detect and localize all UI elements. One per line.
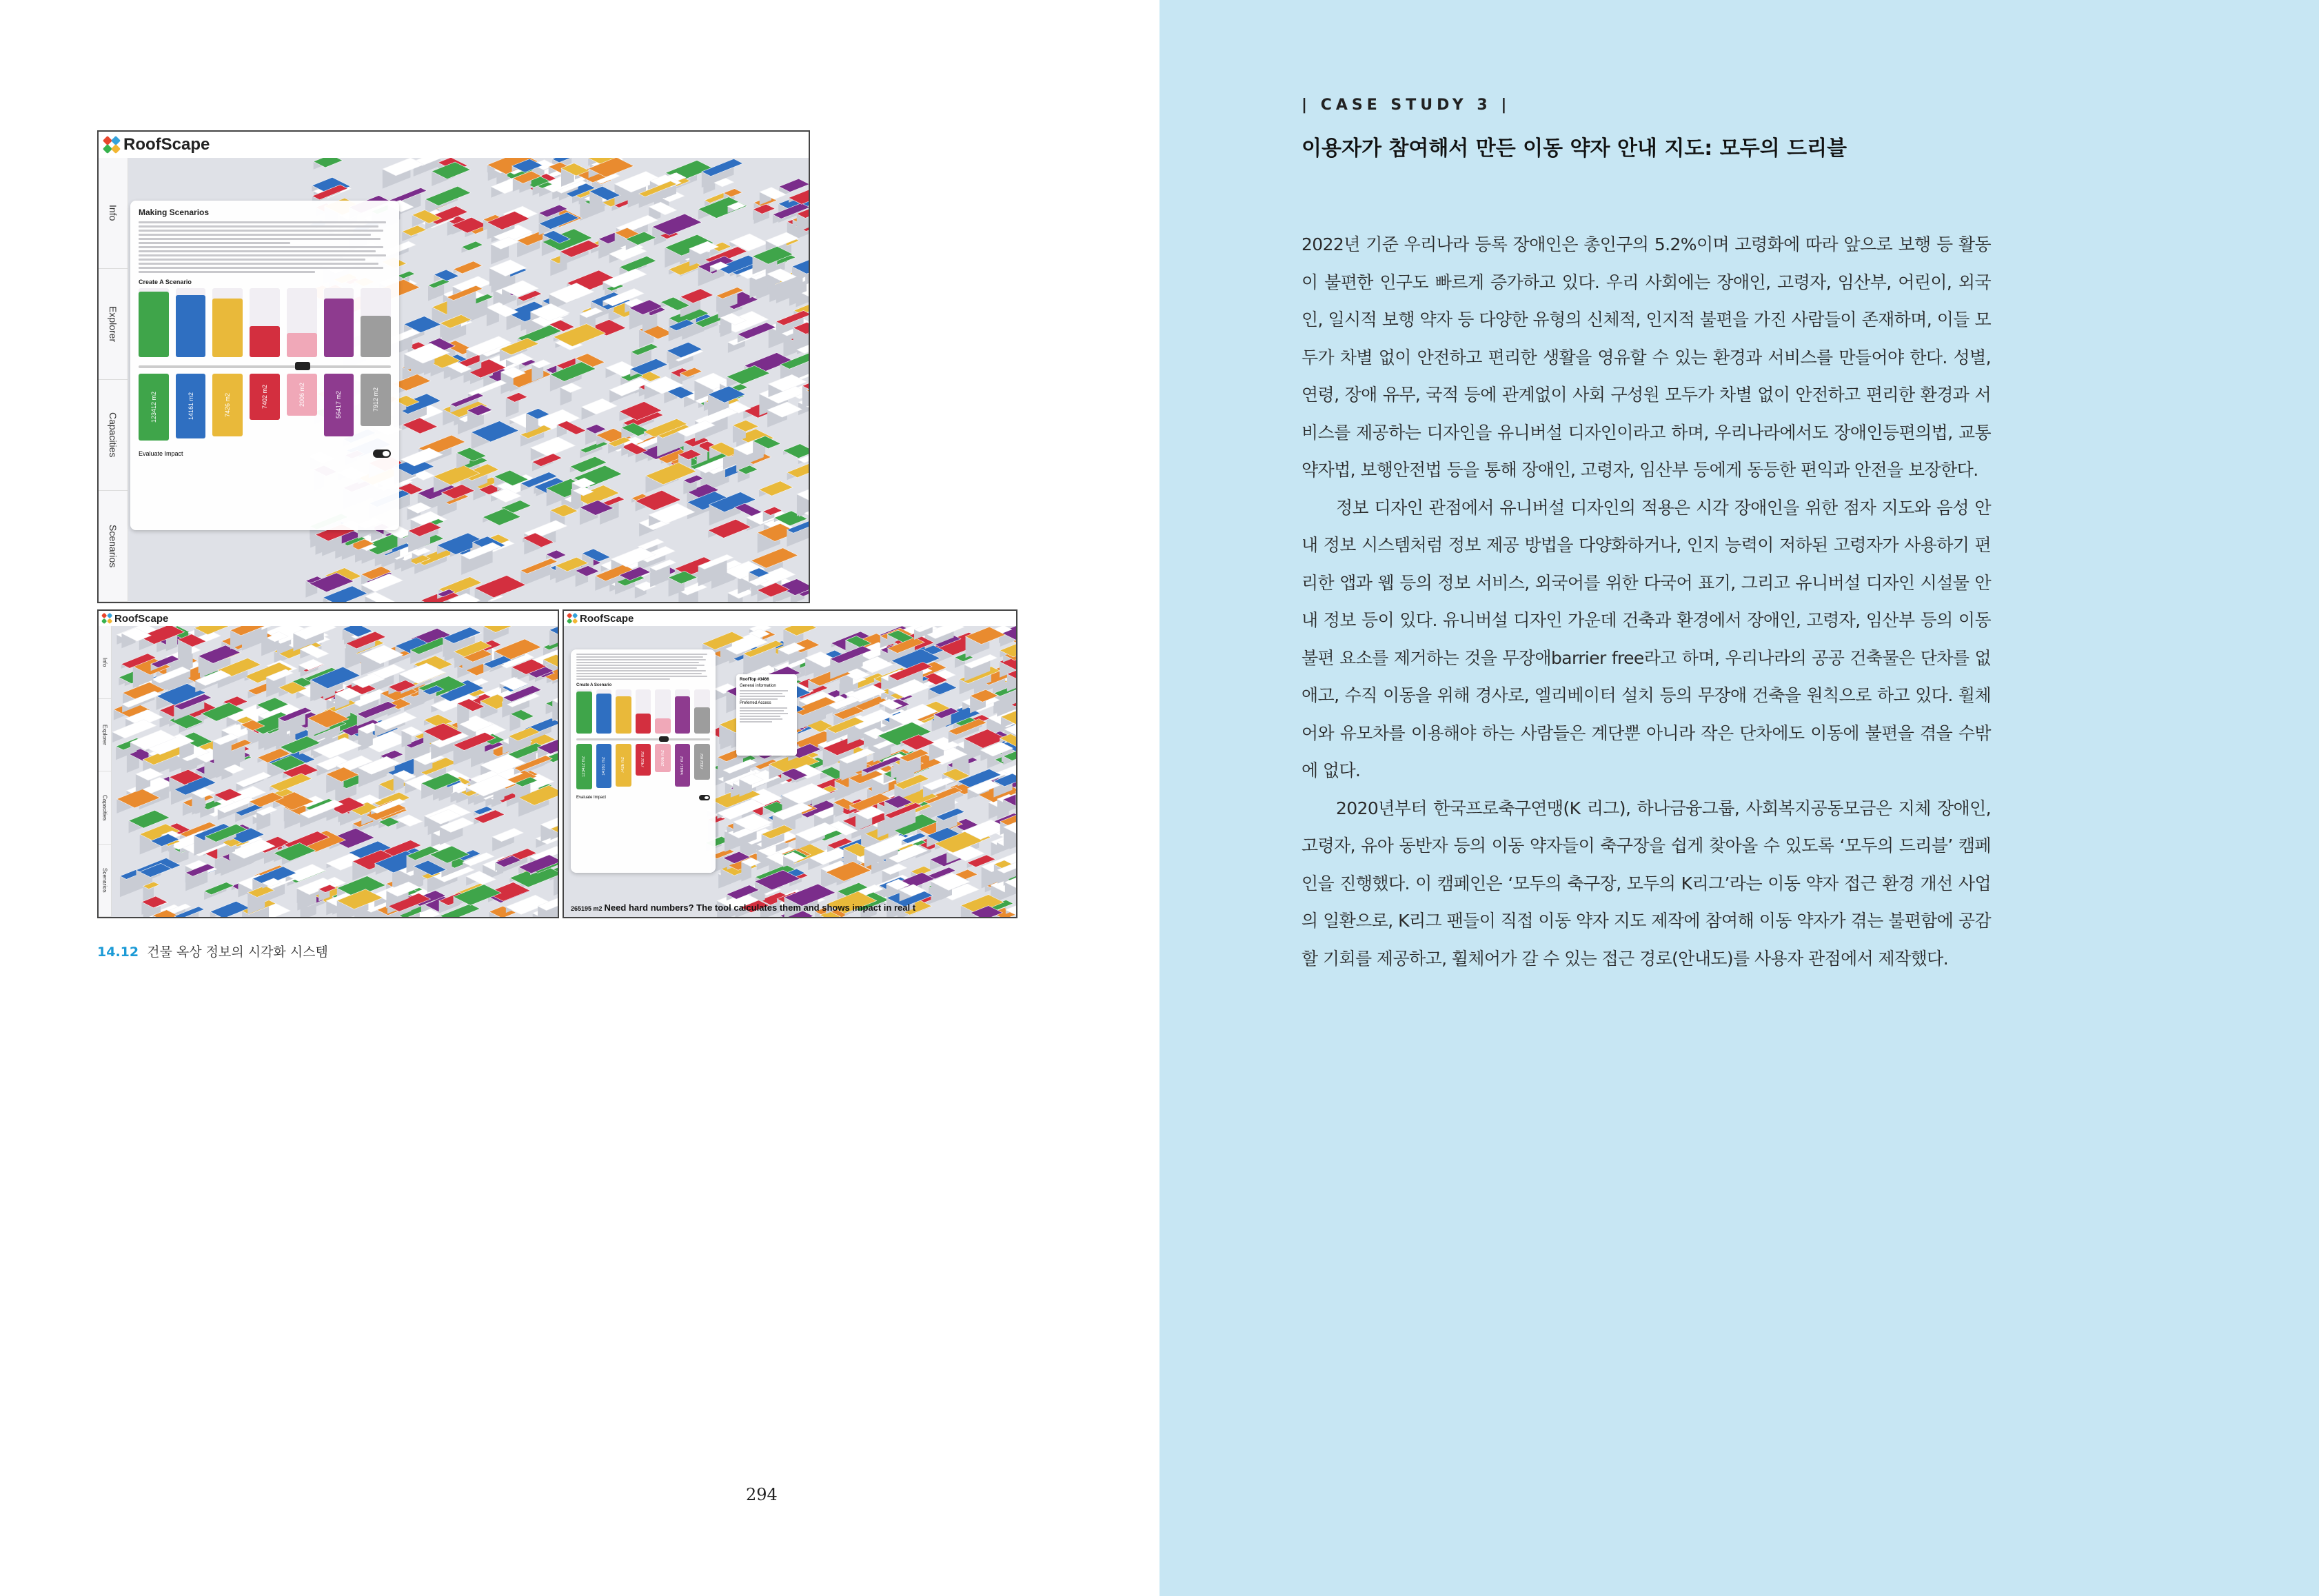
side-navigation — [99, 158, 128, 602]
app-brand: RoofScape — [580, 612, 634, 625]
app-header — [99, 611, 558, 626]
scenario-bar[interactable] — [616, 689, 631, 734]
scenario-bar-sliders[interactable] — [139, 288, 391, 357]
slider-knob[interactable] — [295, 362, 310, 370]
panel-title: Making Scenarios — [139, 208, 210, 217]
nav-tab-scenarios[interactable]: Scenarios — [99, 491, 128, 602]
scenario-bar[interactable] — [675, 689, 691, 734]
scenario-bar[interactable] — [250, 288, 280, 357]
popup-subtitle: General information — [740, 684, 776, 688]
nav-tab-explorer[interactable]: Explorer — [99, 699, 111, 772]
area-value-bars — [139, 374, 391, 443]
popup-title: RoofTop #3466 — [740, 678, 769, 682]
area-value-bars — [576, 744, 710, 791]
scenario-bar-sliders[interactable] — [576, 689, 710, 734]
paragraph-1: 2022년 기준 우리나라 등록 장애인은 총인구의 5.2%이며 고령화에 따라 앞으로 보행 등 활동이 불편한 인구도 빠르게 증가하고 있다. 우리 사회에는 장애인, 고령자, 임산부, 어린이, 외국인, 일시적 보행 약자 등 다양한 유형의 신체적, 인지적 불편을 가진 사람들이 존재하며, 이들 모두가 차별 없이 안전하고 편리한 생활을 영유할 수 있는 환경과 서비스를 만들어야 한다. 성별, 연령, 장애 유무, 국적 등에 관계없이 사회 구성원 모두가 차별 없이 안전하고 편리한 환경과 서비스를 제공하는 디자인을 유니버설 디자인이라고 하며, 우리나라에서도 장애인등편의법, 교통약자법, 보행안전법 등을 통해 장애인, 고령자, 임산부 등에게 동등한 편익과 안전을 보장한다. — [1302, 234, 1991, 480]
area-value-bar: 7426 m2 — [616, 744, 631, 787]
evaluate-impact-row — [139, 449, 391, 458]
roofscape-explorer-screenshot — [97, 609, 559, 918]
scenario-panel — [130, 201, 399, 530]
roofscape-scenario-screenshot — [563, 609, 1017, 918]
figure-caption — [97, 942, 328, 960]
panel-description — [576, 654, 710, 680]
app-header — [99, 132, 809, 158]
paragraph-3: 2020년부터 한국프로축구연맹(K 리그), 하나금융그룹, 사회복지공동모금은 지체 장애인, 고령자, 유아 동반자 등의 이동 약자들이 축구장을 쉽게 찾아올 수 있도록 ‘모두의 드리블’ 캠페인을 진행했다. 이 캠페인은 ‘모두의 축구장, 모두의 K리그’라는 이동 약자 접근 환경 개선 사업의 일환으로, K리그 팬들이 직접 이동 약자 지도 제작에 참여해 이동 약자가 겪는 불편함에 공감할 기회를 제공하고, 휠체어가 갈 수 있는 접근 경로(안내도)를 사용자 관점에서 제작했다. — [1302, 798, 1991, 969]
bottom-banner — [571, 902, 915, 913]
area-value-bar: 7912 m2 — [694, 744, 710, 780]
page-number: 294 — [746, 1485, 778, 1504]
app-brand: RoofScape — [114, 612, 169, 625]
create-scenario-label: Create A Scenario — [139, 279, 192, 285]
evaluate-impact-label: Evaluate Impact — [139, 450, 183, 457]
app-brand: RoofScape — [123, 135, 210, 154]
scenario-panel — [571, 649, 716, 873]
roofscape-main-screenshot — [97, 130, 810, 603]
scenario-bar[interactable] — [361, 288, 391, 357]
area-value-bar: 56417 m2 — [324, 374, 354, 436]
preference-slider[interactable] — [139, 365, 391, 368]
nav-tab-info[interactable]: Info — [99, 158, 128, 269]
area-value-bar: 14161 m2 — [596, 744, 612, 788]
panel-description — [139, 221, 391, 273]
case-study-kicker: | CASE STUDY 3 | — [1302, 97, 1511, 114]
scenario-bar[interactable] — [596, 689, 612, 734]
scenario-bar[interactable] — [139, 288, 169, 357]
rooftop-info-popup — [736, 674, 797, 756]
scenario-bar[interactable] — [655, 689, 671, 734]
area-value-bar: 7402 m2 — [250, 374, 280, 420]
roofscape-logo-icon — [567, 614, 577, 623]
area-value-bar: 14161 m2 — [176, 374, 206, 438]
roofscape-logo-icon — [104, 137, 119, 152]
scenario-bar[interactable] — [287, 288, 317, 357]
banner-number: 265195 m2 — [571, 905, 602, 912]
city-3d-map — [99, 626, 558, 917]
scenario-bar[interactable] — [176, 288, 206, 357]
side-navigation — [99, 626, 112, 917]
area-value-bar: 7402 m2 — [636, 744, 651, 776]
evaluate-toggle[interactable] — [373, 449, 391, 458]
evaluate-impact-row — [576, 795, 710, 800]
scenario-bar[interactable] — [694, 689, 710, 734]
area-value-bar: 7426 m2 — [212, 374, 243, 436]
scenario-bar[interactable] — [636, 689, 651, 734]
nav-tab-scenarios[interactable]: Scenarios — [99, 845, 111, 918]
preference-slider[interactable] — [576, 738, 710, 740]
area-value-bar: 2006 m2 — [655, 744, 671, 772]
nav-tab-capacities[interactable]: Capacities — [99, 771, 111, 845]
paragraph-2: 정보 디자인 관점에서 유니버설 디자인의 적용은 시각 장애인을 위한 점자 지도와 음성 안내 정보 시스템처럼 정보 제공 방법을 다양화하거나, 인지 능력이 저하된 고령자가 사용하기 편리한 앱과 웹 등의 정보 서비스, 외국어를 위한 다국어 표기, 그리고 유니버설 디자인 시설물 안내 정보 등이 있다. 유니버설 디자인 가운데 건축과 환경에서 장애인, 고령자, 임산부 등의 이동 불편 요소를 제거하는 것을 무장애barrier free라고 하며, 우리나라의 공공 건축물은 단차를 없애고, 수직 이동을 위해 경사로, 엘리베이터 설치 등의 무장애 건축을 원칙으로 하고 있다. 휠체어와 유모차를 이용해야 하는 사람들은 계단뿐 아니라 작은 단차에도 이동에 불편을 겪을 수밖에 없다. — [1302, 497, 1991, 780]
popup-subtitle-access: Preferred Access — [740, 701, 771, 705]
nav-tab-info[interactable]: Info — [99, 626, 111, 699]
case-study-heading: 이용자가 참여해서 만든 이동 약자 안내 지도: 모두의 드리블 — [1302, 137, 1847, 161]
create-scenario-label: Create A Scenario — [576, 683, 612, 687]
scenario-bar[interactable] — [576, 689, 592, 734]
evaluate-toggle[interactable] — [699, 795, 710, 800]
area-value-bar: 123412 m2 — [139, 374, 169, 441]
body-text — [1302, 226, 1991, 978]
figure-caption-text: 건물 옥상 정보의 시각화 시스템 — [147, 945, 328, 960]
figure-number: 14.12 — [97, 945, 139, 960]
nav-tab-capacities[interactable]: Capacities — [99, 380, 128, 491]
app-header — [564, 611, 1016, 626]
banner-text: Need hard numbers? The tool calculates them and shows impact in real t — [604, 902, 916, 913]
scenario-bar[interactable] — [324, 288, 354, 357]
roofscape-logo-icon — [102, 614, 112, 623]
area-value-bar: 56417 m2 — [675, 744, 691, 787]
nav-tab-explorer[interactable]: Explorer — [99, 269, 128, 380]
slider-knob[interactable] — [659, 736, 669, 742]
evaluate-impact-label: Evaluate Impact — [576, 796, 607, 800]
area-value-bar: 123412 m2 — [576, 744, 592, 789]
scenario-bar[interactable] — [212, 288, 243, 357]
area-value-bar: 2006 m2 — [287, 374, 317, 416]
area-value-bar: 7912 m2 — [361, 374, 391, 426]
